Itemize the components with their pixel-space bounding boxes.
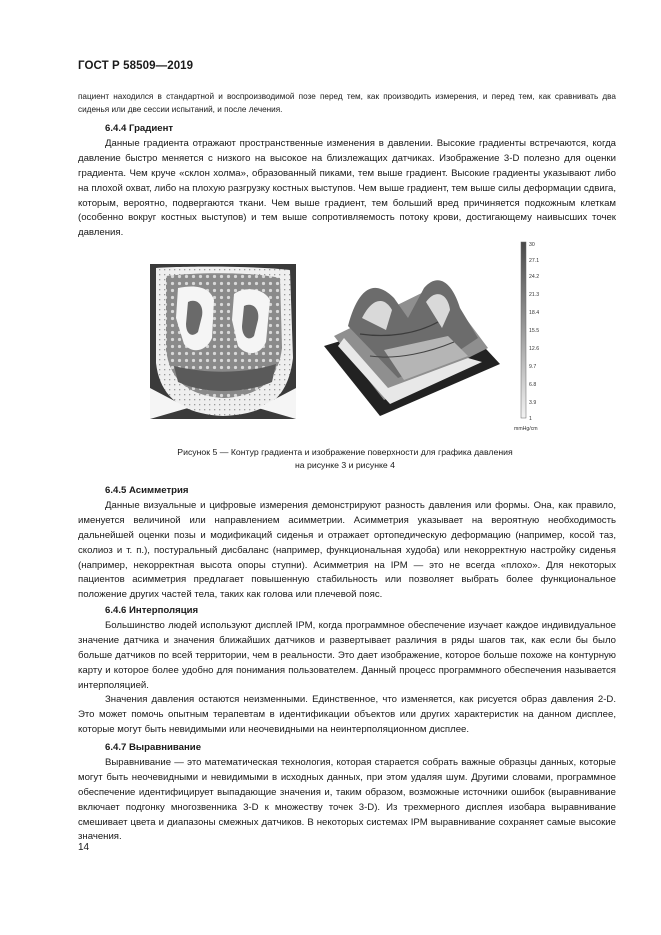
pressure-surface-3d [324, 280, 500, 416]
scale-label: 12.6 [529, 346, 540, 352]
caption-line-2: на рисунке 3 и рисунке 4 [294, 460, 395, 471]
section-title-smoothing: 6.4.7 Выравнивание [105, 742, 202, 753]
asymmetry-paragraph: Данные визуальные и цифровые измерения демонстрируют разность давления или формы. Она, как правило, именуется величиной или направлением асимметрии. Асимметрия указывает на вероятную необходимость дальнейшей оценки позы и модификаций сиденья и отражает ортопедическую деформацию (например, косой таз, сколиоз и т. п.), постуральный дисбаланс (например, функциональная худоба) или некорректную настройку сиденья (например, некорректная высота опоры ступни). Асимметрия на IPM — это не всегда «плохо». Для некоторых пациентов асимметрия предлагает повышенную стабильность или позволяет выбрать более функциональное положение других частей тела, таких как голова или плечевой пояс. [78, 499, 616, 601]
caption-line-1: Рисунок 5 — Контур градиента и изображение поверхности для графика давления [177, 447, 513, 457]
pressure-images [148, 238, 548, 438]
intro-paragraph [78, 90, 616, 117]
scale-label: 6.8 [529, 382, 537, 388]
page-number: 14 [78, 842, 90, 853]
scale-label: 15.5 [529, 328, 540, 334]
smoothing-paragraph: Выравнивание — это математическая технология, которая старается собрать важные образцы данных, которые могут быть неочевидными и невидимыми в исходных данных, при этом удаляя шум. Другими словами, программное обеспечение идентифицирует выпадающие значения и, таким образом, возможные источники ошибок (выравнивание включает подгонку многозвенника 3-D к множеству точек 3-D). Из трехмерного дисплея изобара выравнивание смешивает цвета и диапазоны смежных датчиков. В некоторых системах IPM выравнивание сохраняет самые высокие значения. [78, 756, 616, 843]
scale-label: 9.7 [529, 364, 537, 370]
section-title-gradient: 6.4.4 Градиент [105, 123, 174, 134]
section-6-4-7 [78, 741, 616, 845]
pressure-scale-bar [514, 242, 539, 432]
section-6-4-6 [78, 604, 616, 738]
figure-caption [120, 446, 570, 473]
document-header: ГОСТ Р 58509—2019 [78, 60, 194, 72]
gradient-paragraph: Данные градиента отражают пространственные изменения в давлении. Высокие градиенты встречаются, когда давление быстро меняется с низкого на высокое на близлежащих датчиках. Изображение 3-D полезно для оценки градиента. Чем круче «склон холма», образованный пиками, тем выше градиент. Высокие градиенты указывают либо на плохой охват, либо на плохую разгрузку костных выступов. Чем выше градиент, тем выше силы деформации сдвига, которым, вероятно, подвергаются ткани. Чем выше градиент, тем больший вред причиняется подкожным клеткам (особенно вокруг костных выступов) и тем выше сопротивляемость потоку крови, достигающему наивысших точек давления. [78, 137, 616, 239]
scale-label: 21.3 [529, 292, 540, 298]
scale-label: 18.4 [529, 310, 540, 316]
intro-text: пациент находился в стандартной и воспроизводимой позе перед тем, как производить измерения, и перед тем, как сравнивать два сиденья или две сессии испытаний, и после лечения. [78, 92, 616, 115]
section-6-4-5 [78, 484, 616, 603]
scale-label: 27.1 [529, 258, 540, 264]
scale-unit: mmHg/cm [514, 426, 538, 432]
figure-5 [148, 238, 548, 438]
scale-label: 24.2 [529, 274, 540, 280]
section-title-interpolation: 6.4.6 Интерполяция [105, 605, 199, 616]
section-6-4-4 [78, 122, 616, 241]
interpolation-paragraph-2: Значения давления остаются неизменными. Единственное, что изменяется, как рисуется образ давления 2-D. Это может помочь опытным терапевтам в идентификации объектов или других характеристик на данном дисплее, которые могут быть невидимыми или неочевидными на неинтерполяционном дисплее. [78, 694, 616, 736]
scale-label: 1 [529, 416, 532, 422]
gradient-contour-map [150, 264, 296, 419]
interpolation-paragraph-1: Большинство людей используют дисплей IPM, когда программное обеспечение изучает каждое индивидуальное значение датчика и значения ближайших датчиков и развертывает различия в ряды шагов так, как если бы было больше датчиков по всей территории, чем в реальности. Это дает изображение, которое больше похоже на контурную карту и которое более удобно для понимания пользователем. Данный процесс программного обеспечения называется интерполяцией. [78, 619, 616, 691]
scale-label: 3.9 [529, 400, 537, 406]
section-title-asymmetry: 6.4.5 Асимметрия [105, 485, 189, 496]
scale-label: 30 [529, 242, 535, 248]
